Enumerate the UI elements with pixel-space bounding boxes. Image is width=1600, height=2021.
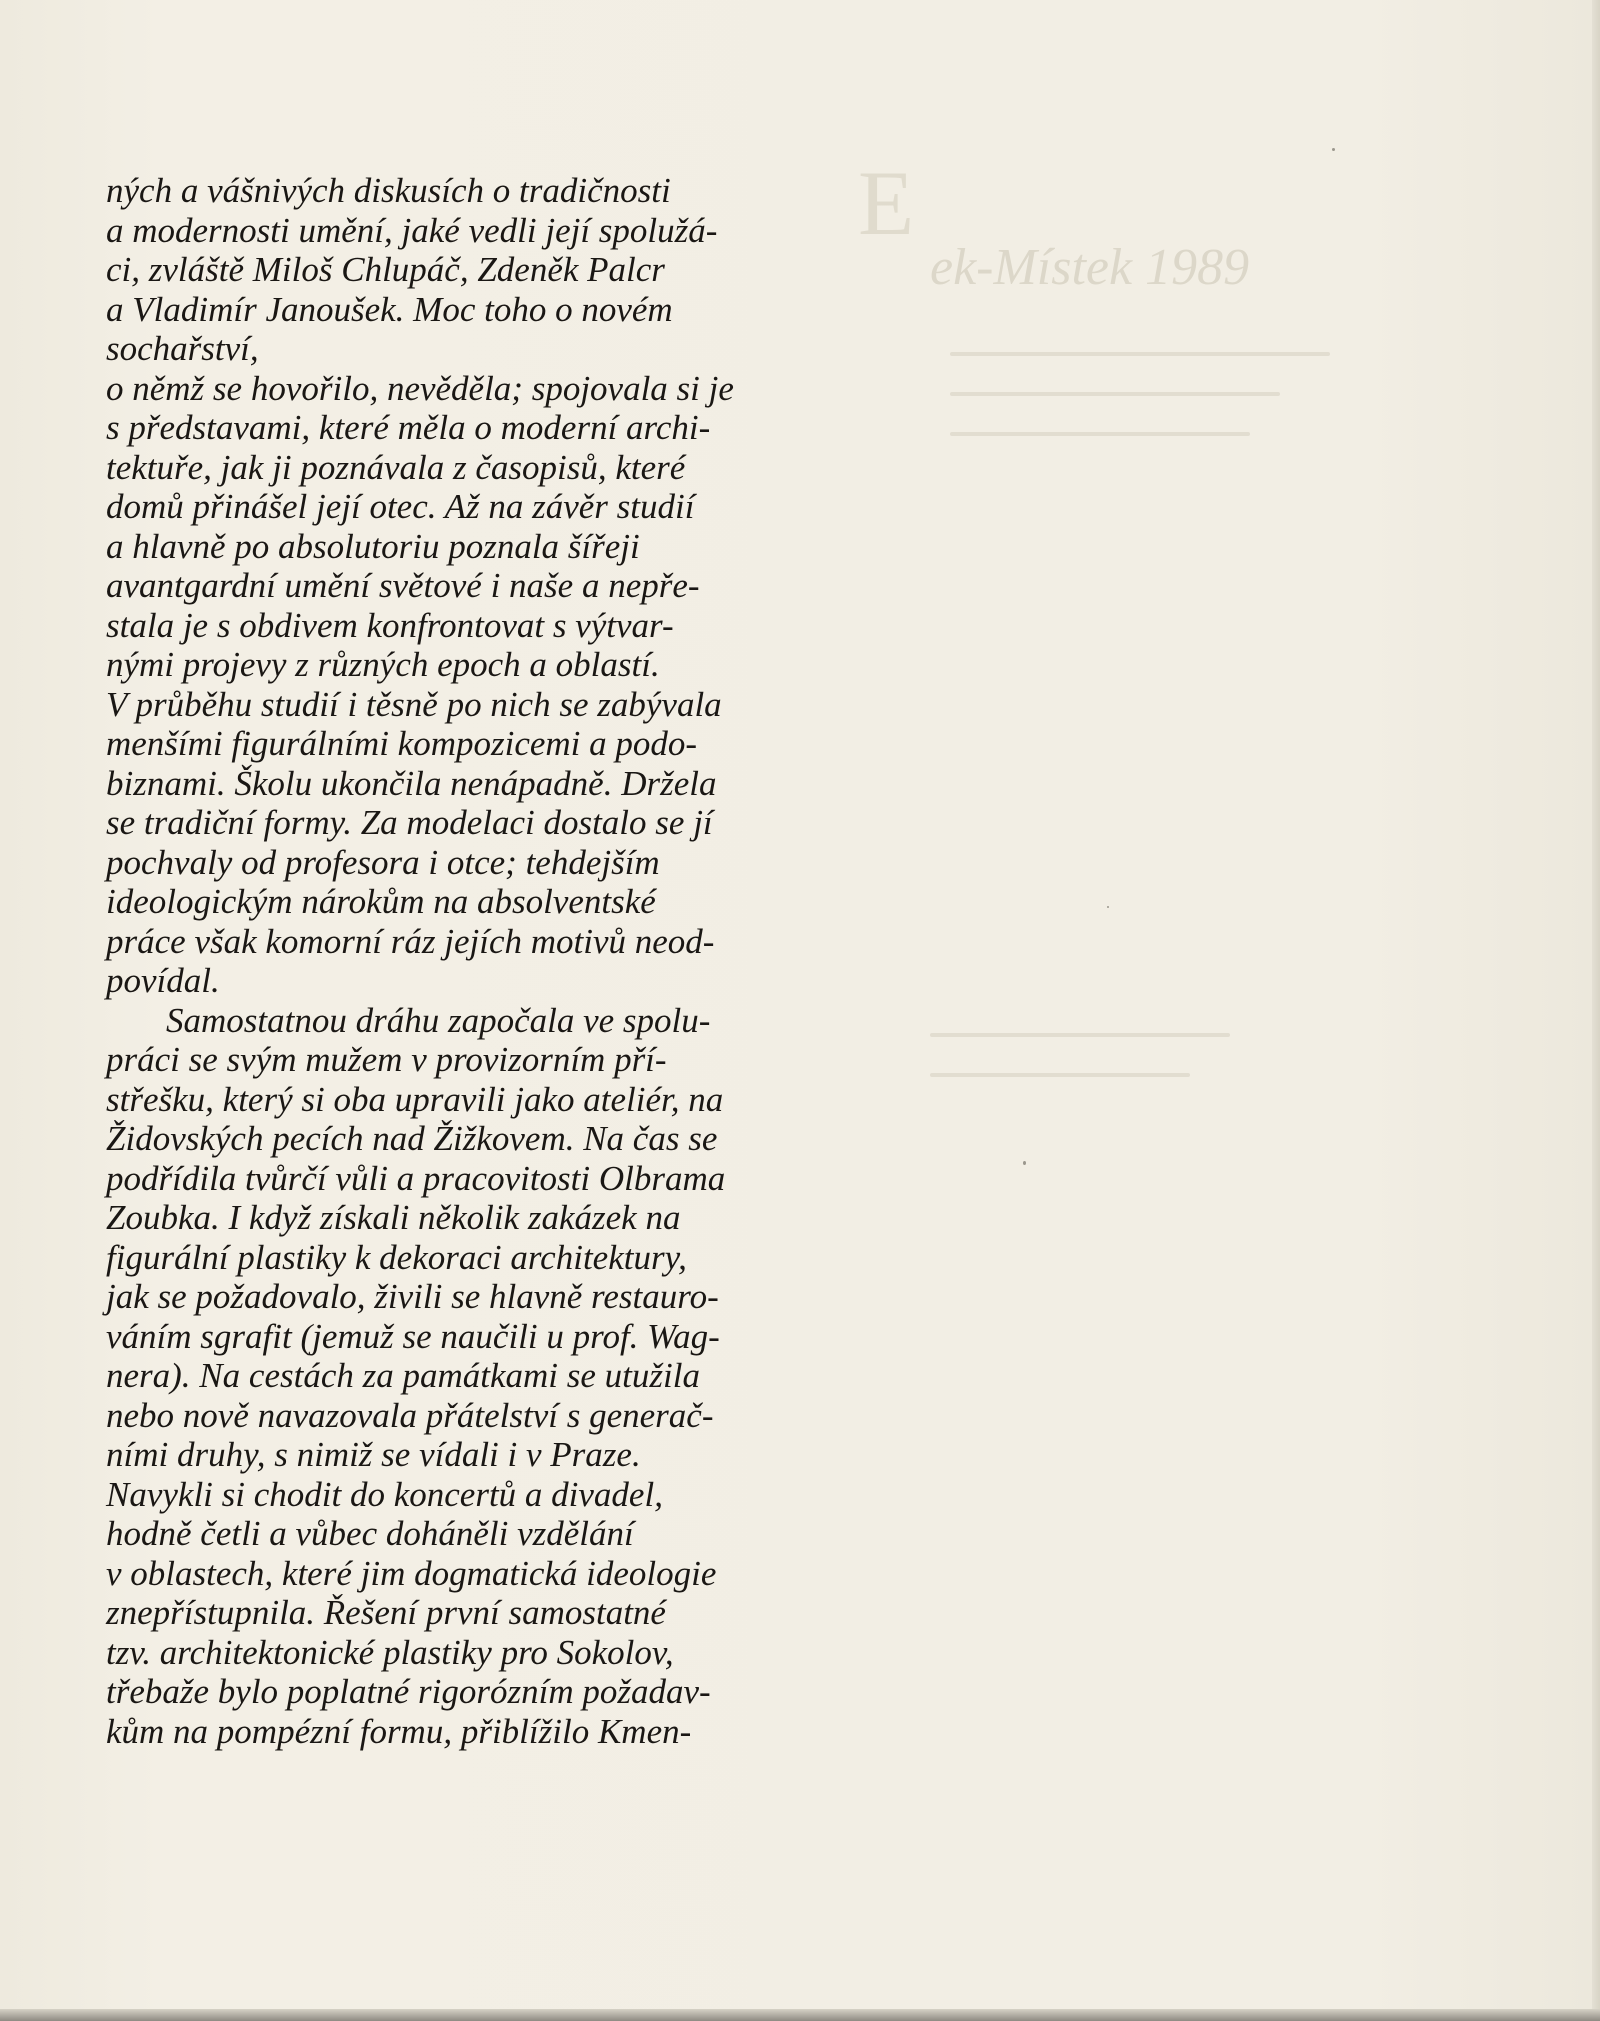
- text-line: práce však komorní ráz jejích motivů neod-: [106, 921, 715, 961]
- page-edge-right: [1592, 0, 1600, 2021]
- show-through-line: [950, 392, 1280, 396]
- text-line: a hlavně po absolutoriu poznala šířeji: [106, 526, 640, 566]
- text-line: ními druhy, s nimiž se vídali i v Praze.: [106, 1435, 641, 1474]
- body-text: [106, 171, 906, 1751]
- text-line: V průběhu studií i těsně po nich se zabývala: [106, 684, 722, 724]
- text-line: práci se svým mužem v provizorním pří-: [106, 1040, 667, 1079]
- text-line: tektuře, jak ji poznávala z časopisů, které: [106, 447, 686, 487]
- text-line: nera). Na cestách za památkami se utužila: [106, 1356, 700, 1395]
- text-line: o němž se hovořilo, nevěděla; spojovala si je: [106, 368, 734, 408]
- text-line: kům na pompézní formu, přiblížilo Kmen-: [106, 1711, 692, 1751]
- show-through-heading: ek-Místek 1989: [930, 239, 1250, 296]
- text-line: se tradiční formy. Za modelaci dostalo se jí: [106, 803, 713, 842]
- text-line: pochvaly od profesora i otce; tehdejším: [106, 842, 660, 882]
- text-line: váním sgrafit (jemuž se naučili u prof. Wag-: [106, 1316, 720, 1356]
- text-line: ci, zvláště Miloš Chlupáč, Zdeněk Palcr: [106, 250, 665, 289]
- show-through-line: [950, 432, 1250, 436]
- show-through-line: [930, 1073, 1190, 1077]
- text-line: jak se požadovalo, živili se hlavně restauro-: [106, 1277, 719, 1316]
- text-line: figurální plastiky k dekoraci architektury,: [106, 1237, 687, 1277]
- scan-speck: [1332, 148, 1335, 151]
- text-line: Samostatnou dráhu započala ve spolu-: [166, 1000, 711, 1040]
- show-through-letter: E: [858, 152, 915, 254]
- scan-speck: [1023, 1161, 1026, 1165]
- text-line: domů přinášel její otec. Až na závěr studií: [106, 487, 695, 526]
- text-line: Zoubka. I když získali několik zakázek na: [106, 1198, 681, 1237]
- text-line: stala je s obdivem konfrontovat s výtvar-: [106, 605, 674, 645]
- text-line: avantgardní umění světové i naše a nepře-: [106, 566, 700, 605]
- text-line: povídal.: [106, 961, 220, 1000]
- text-line: nými projevy z různých epoch a oblastí.: [106, 645, 660, 684]
- text-line: hodně četli a vůbec doháněli vzdělání: [106, 1514, 634, 1553]
- text-line: sochařství,: [106, 329, 259, 368]
- text-line: menšími figurálními kompozicemi a podo-: [106, 724, 698, 763]
- text-line: ných a vášnivých diskusích o tradičnosti: [106, 171, 671, 210]
- text-line: třebaže bylo poplatné rigorózním požadav-: [106, 1672, 711, 1711]
- text-line: nebo nově navazovala přátelství s generač-: [106, 1395, 714, 1435]
- text-line: a Vladimír Janoušek. Moc toho o novém: [106, 289, 673, 329]
- scan-speck: [1107, 906, 1109, 908]
- show-through-line: [930, 1033, 1230, 1037]
- text-line: Navykli si chodit do koncertů a divadel,: [106, 1474, 663, 1514]
- text-line: ideologickým nárokům na absolventské: [106, 882, 656, 921]
- text-line: v oblastech, které jim dogmatická ideologie: [106, 1553, 717, 1593]
- text-line: Židovských pecích nad Žižkovem. Na čas se: [106, 1119, 718, 1158]
- page-edge-bottom: [0, 2009, 1600, 2021]
- text-line: střešku, který si oba upravili jako ateliér, na: [106, 1079, 724, 1119]
- text-line: a modernosti umění, jaké vedli její spolužá-: [106, 210, 718, 250]
- text-line: biznami. Školu ukončila nenápadně. Držela: [106, 763, 717, 803]
- text-line: tzv. architektonické plastiky pro Sokolov,: [106, 1632, 674, 1672]
- text-line: znepřístupnila. Řešení první samostatné: [106, 1593, 666, 1632]
- show-through-line: [950, 352, 1330, 356]
- text-line: s představami, které měla o moderní archi-: [106, 408, 711, 447]
- text-line: podřídila tvůrčí vůli a pracovitosti Olbrama: [106, 1158, 726, 1198]
